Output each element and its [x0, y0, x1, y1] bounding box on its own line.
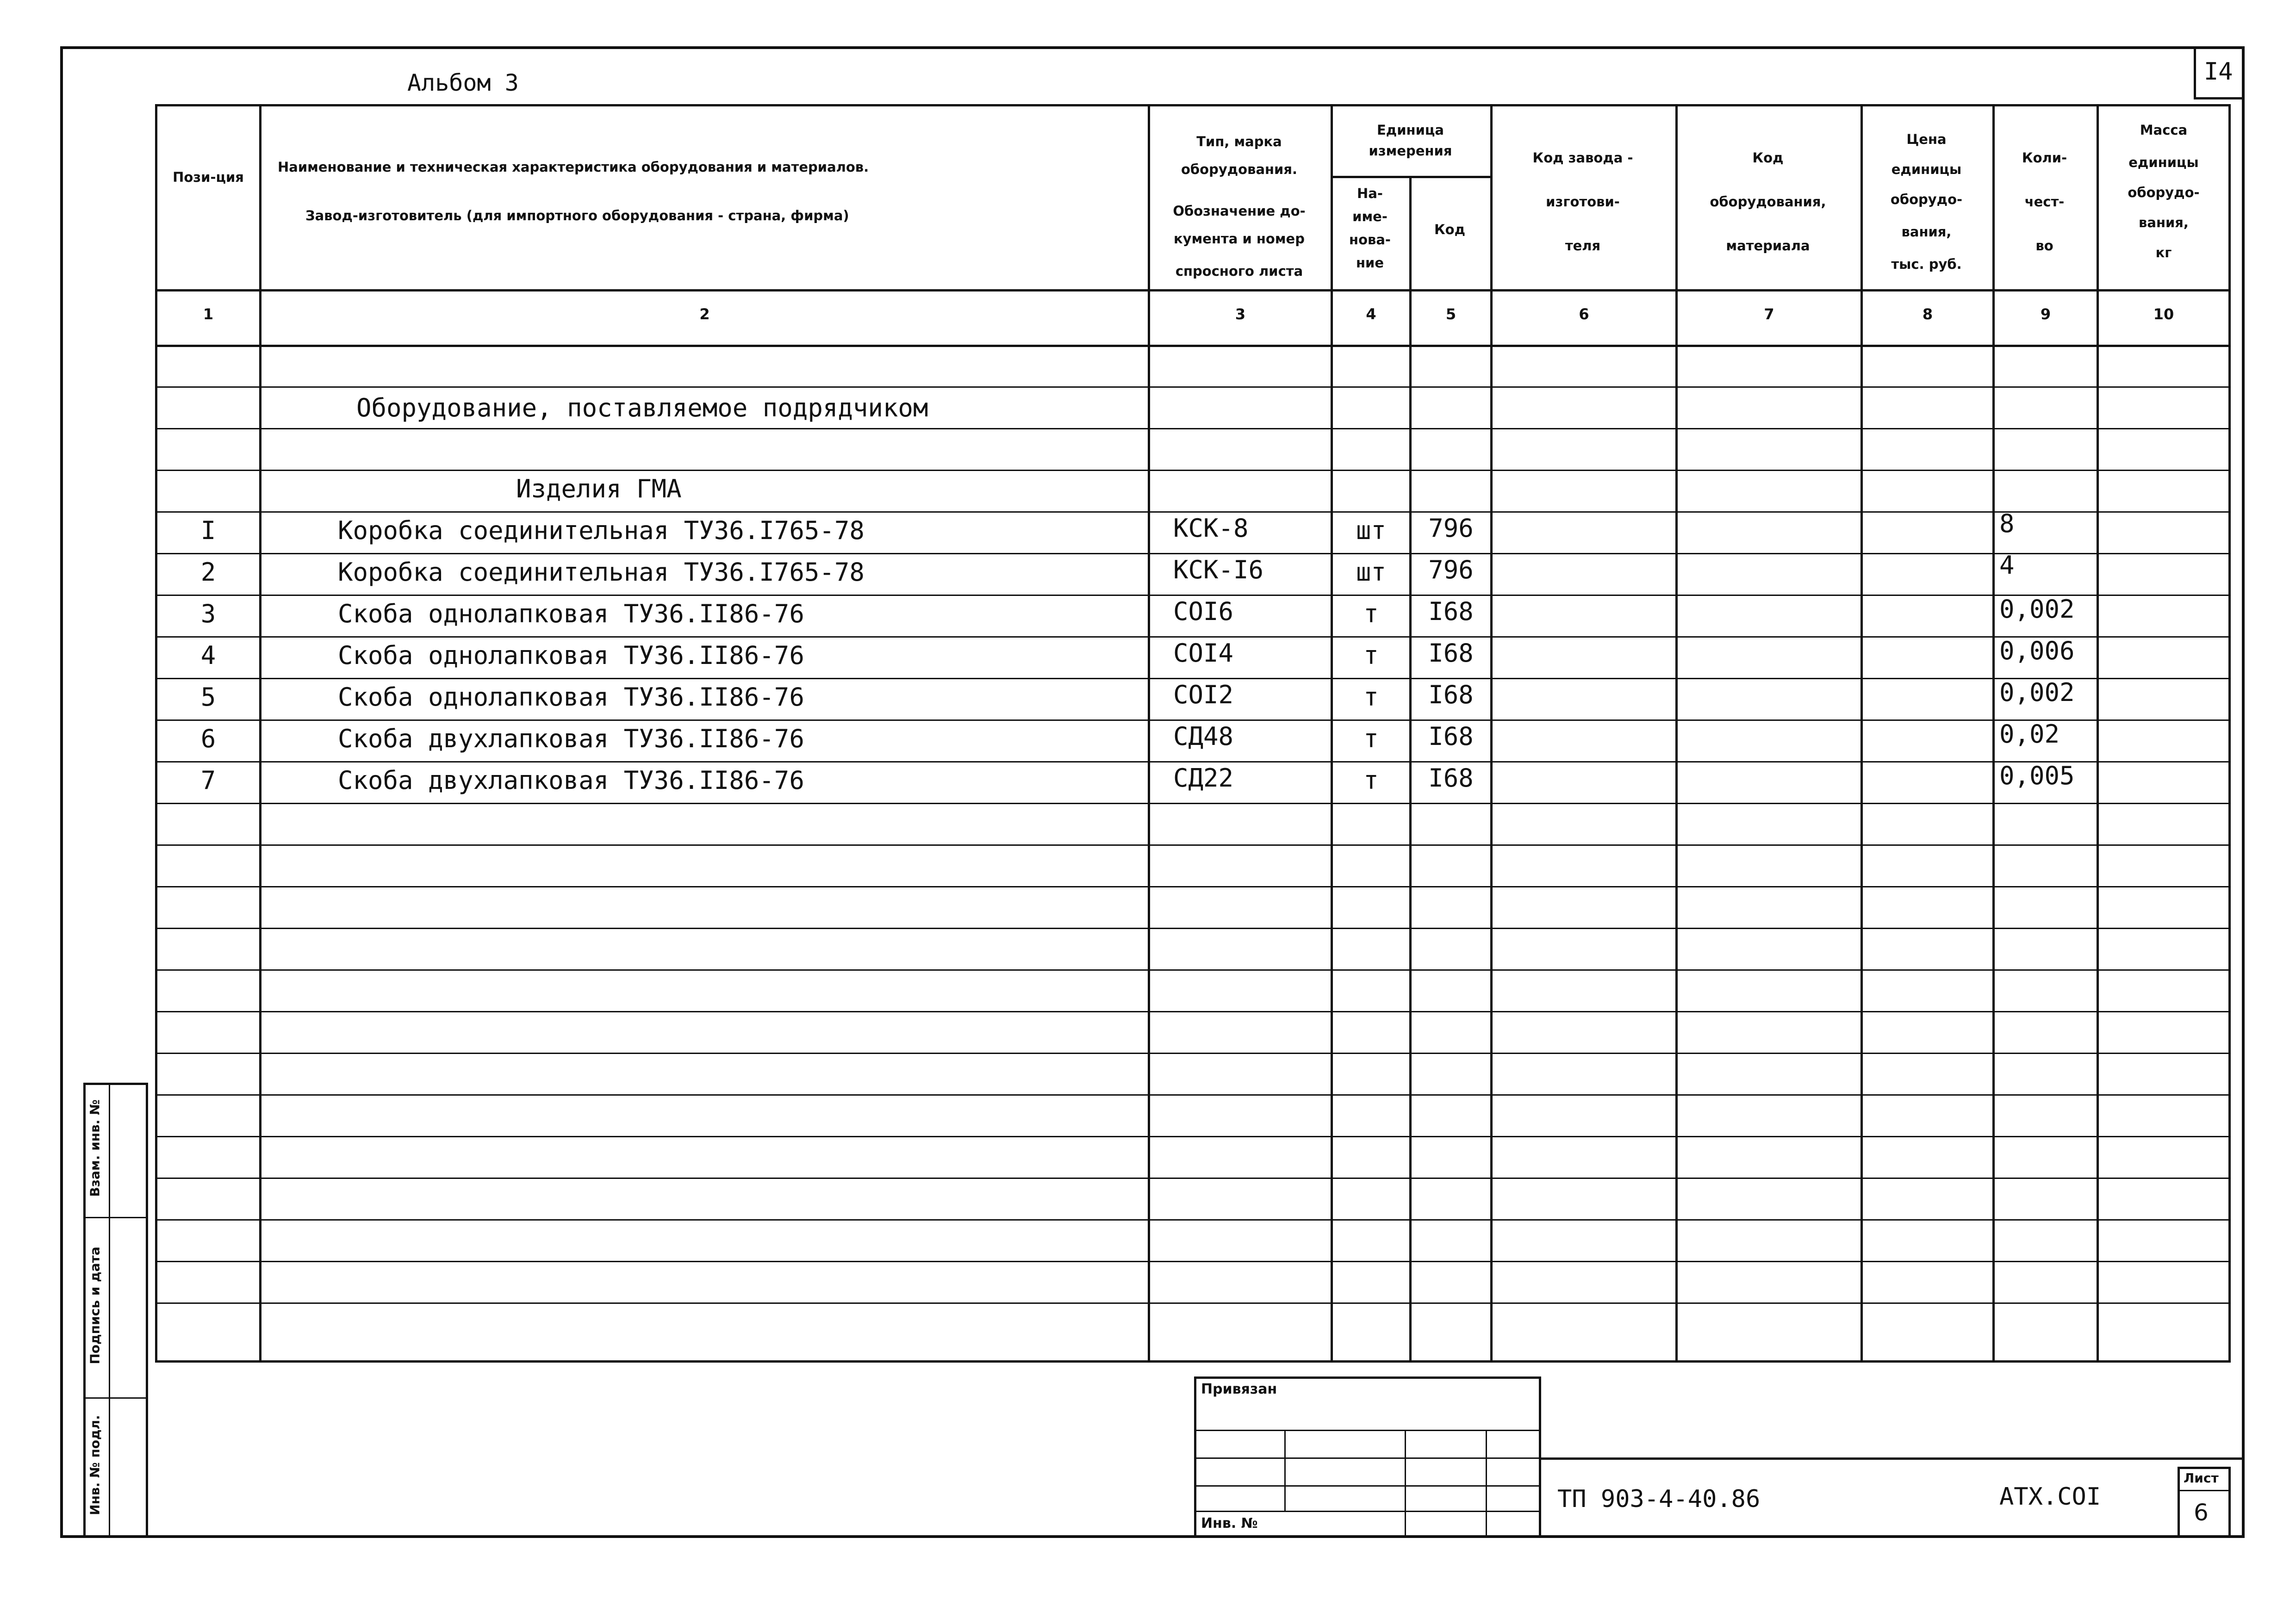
row-qty: 8 — [1999, 509, 2015, 538]
row-line — [155, 719, 2231, 721]
privyazan-line — [1194, 1511, 1541, 1512]
row-unit: шт — [1356, 516, 1387, 545]
row-name: Скоба двухлапковая ТУ36.II86-76 — [338, 724, 804, 753]
col-line — [1860, 104, 1863, 1363]
number-row-bottom-line — [155, 345, 2231, 347]
row-qty: 0,002 — [1999, 678, 2075, 707]
header-equip-code-l1: Код — [1752, 150, 1784, 166]
privyazan-col — [1486, 1430, 1487, 1538]
inv-label: Инв. № — [1201, 1515, 1258, 1531]
row-type: КСК-8 — [1173, 514, 1249, 543]
row-name: Скоба однолапковая ТУ36.II86-76 — [338, 641, 804, 670]
row-name: Скоба однолапковая ТУ36.II86-76 — [338, 682, 804, 712]
side-strip-line — [83, 1217, 148, 1218]
row-line — [155, 1136, 2231, 1137]
column-number: 10 — [2153, 305, 2174, 323]
row-qty: 0,02 — [1999, 719, 2060, 749]
sheet-box-divider — [2178, 1490, 2231, 1491]
row-line — [155, 595, 2231, 596]
section-title: Оборудование, поставляемое подрядчиком — [356, 393, 928, 422]
row-line — [155, 1094, 2231, 1096]
side-strip-line — [83, 1397, 148, 1399]
row-code: I68 — [1428, 763, 1474, 793]
col-line — [1148, 104, 1150, 1363]
row-unit: т — [1363, 641, 1379, 670]
row-type: СД48 — [1173, 722, 1234, 751]
header-maker-code-l2: изготови- — [1546, 194, 1620, 210]
row-line — [155, 678, 2231, 679]
row-line — [155, 470, 2231, 471]
header-type-l3: Обозначение до- — [1173, 203, 1306, 219]
header-unit-name-l4: ние — [1356, 255, 1384, 271]
header-maker-code-l1: Код завода - — [1532, 150, 1633, 166]
header-mass-l1: Масса — [2140, 122, 2188, 138]
col-line — [2097, 104, 2099, 1363]
header-unit-code: Код — [1434, 222, 1466, 237]
row-code: 796 — [1428, 555, 1474, 584]
row-line — [155, 386, 2231, 388]
header-mass-l4: вания, — [2139, 215, 2189, 230]
header-type-l1: Тип, марка — [1196, 134, 1282, 149]
row-qty: 4 — [1999, 551, 2015, 580]
corner-page-number: I4 — [2204, 58, 2233, 86]
row-position: 3 — [200, 599, 216, 628]
column-number: 7 — [1764, 305, 1774, 323]
header-name-line1: Наименование и техническая характеристика оборудования и материалов. — [278, 159, 869, 175]
row-name: Коробка соединительная ТУ36.I765-78 — [338, 558, 865, 587]
row-unit: т — [1363, 682, 1379, 712]
header-equip-code-l2: оборудования, — [1710, 194, 1826, 210]
header-unit-name-l2: име- — [1352, 209, 1388, 224]
album-label: Альбом 3 — [407, 69, 519, 96]
row-type: СОI2 — [1173, 680, 1234, 709]
title-block-top-line — [1541, 1457, 2245, 1460]
column-number: 2 — [699, 305, 710, 323]
header-price-l3: оборудо- — [1890, 192, 1963, 207]
subsection-title: Изделия ГМА — [516, 474, 682, 503]
row-line — [155, 1261, 2231, 1262]
column-number: 6 — [1579, 305, 1589, 323]
header-position: Пози-ция — [173, 169, 244, 185]
row-line — [155, 1053, 2231, 1054]
header-price-l1: Цена — [1906, 131, 1947, 147]
column-number: 4 — [1366, 305, 1376, 323]
header-mass-l5: кг — [2155, 245, 2172, 260]
header-type-l4: кумента и номер — [1174, 231, 1305, 247]
sheet-label: Лист — [2184, 1470, 2219, 1486]
side-label-vzam: Взам. инв. № — [87, 1099, 103, 1197]
row-qty: 0,006 — [1999, 636, 2075, 665]
row-line — [155, 1219, 2231, 1221]
privyazan-line — [1194, 1430, 1541, 1431]
row-name: Скоба двухлапковая ТУ36.II86-76 — [338, 766, 804, 795]
unit-divider-line — [1331, 176, 1490, 178]
privyazan-label: Привязан — [1201, 1381, 1277, 1397]
row-line — [155, 1178, 2231, 1179]
row-line — [155, 761, 2231, 763]
header-mass-l2: единицы — [2128, 155, 2199, 170]
document-mark: АТХ.СОI — [1999, 1483, 2101, 1511]
column-number: 3 — [1235, 305, 1246, 323]
row-name: Коробка соединительная ТУ36.I765-78 — [338, 516, 865, 545]
row-code: 796 — [1428, 514, 1474, 543]
row-position: 4 — [200, 641, 216, 670]
header-price-l2: единицы — [1891, 161, 1962, 177]
header-name-line2: Завод-изготовитель (для импортного оборудования - страна, фирма) — [305, 208, 849, 223]
header-unit-name-l3: нова- — [1349, 232, 1391, 248]
row-line — [155, 803, 2231, 804]
header-qty-l1: Коли- — [2022, 150, 2067, 166]
privyazan-col — [1284, 1430, 1286, 1511]
row-type: СД22 — [1173, 763, 1234, 793]
side-strip-divider — [109, 1083, 110, 1538]
row-line — [155, 511, 2231, 513]
row-name: Скоба однолапковая ТУ36.II86-76 — [338, 599, 804, 628]
document-code: ТП 903-4-40.86 — [1557, 1485, 1761, 1513]
header-unit-group-l1: Единица — [1377, 122, 1444, 138]
column-number: 8 — [1922, 305, 1933, 323]
row-line — [155, 928, 2231, 929]
header-equip-code-l3: материала — [1726, 238, 1810, 254]
sheet-number: 6 — [2194, 1499, 2209, 1526]
row-unit: шт — [1356, 558, 1387, 587]
header-price-l4: вания, — [1901, 224, 1952, 240]
row-code: I68 — [1428, 639, 1474, 668]
row-type: КСК-I6 — [1173, 555, 1264, 584]
row-type: СОI6 — [1173, 597, 1234, 626]
row-code: I68 — [1428, 597, 1474, 626]
row-qty: 0,005 — [1999, 761, 2075, 790]
header-type-l5: спросного листа — [1175, 263, 1303, 279]
side-label-inv: Инв. № подл. — [87, 1415, 103, 1515]
row-unit: т — [1363, 724, 1379, 753]
header-type-l2: оборудования. — [1181, 161, 1298, 177]
side-label-podpis: Подпись и дата — [87, 1246, 103, 1364]
column-number: 9 — [2040, 305, 2051, 323]
col-line — [1675, 104, 1678, 1363]
header-price-l5: тыс. руб. — [1891, 256, 1962, 272]
col-line — [1992, 104, 1995, 1363]
row-position: 5 — [200, 682, 216, 712]
privyazan-line — [1194, 1457, 1541, 1459]
row-line — [155, 428, 2231, 429]
column-number: 5 — [1445, 305, 1456, 323]
header-qty-l2: чест- — [2024, 194, 2065, 210]
row-line — [155, 636, 2231, 638]
row-position: 6 — [200, 724, 216, 753]
header-mass-l3: оборудо- — [2128, 185, 2200, 200]
row-unit: т — [1363, 766, 1379, 795]
header-unit-group-l2: измерения — [1369, 143, 1452, 159]
row-line — [155, 553, 2231, 554]
privyazan-col — [1405, 1430, 1406, 1538]
row-position: 7 — [200, 766, 216, 795]
row-line — [155, 969, 2231, 971]
row-qty: 0,002 — [1999, 595, 2075, 624]
row-line — [155, 844, 2231, 846]
column-number: 1 — [203, 305, 214, 323]
col-line — [259, 104, 261, 1363]
col-line — [1490, 104, 1493, 1363]
header-bottom-line — [155, 289, 2231, 291]
row-position: I — [200, 516, 216, 545]
row-line — [155, 886, 2231, 887]
row-line — [155, 1011, 2231, 1012]
row-code: I68 — [1428, 680, 1474, 709]
row-type: СОI4 — [1173, 639, 1234, 668]
privyazan-line — [1194, 1485, 1541, 1487]
row-position: 2 — [200, 558, 216, 587]
header-qty-l3: во — [2035, 238, 2053, 254]
row-code: I68 — [1428, 722, 1474, 751]
row-unit: т — [1363, 599, 1379, 628]
row-line — [155, 1302, 2231, 1304]
header-maker-code-l3: теля — [1565, 238, 1601, 254]
header-unit-name-l1: На- — [1357, 186, 1383, 201]
